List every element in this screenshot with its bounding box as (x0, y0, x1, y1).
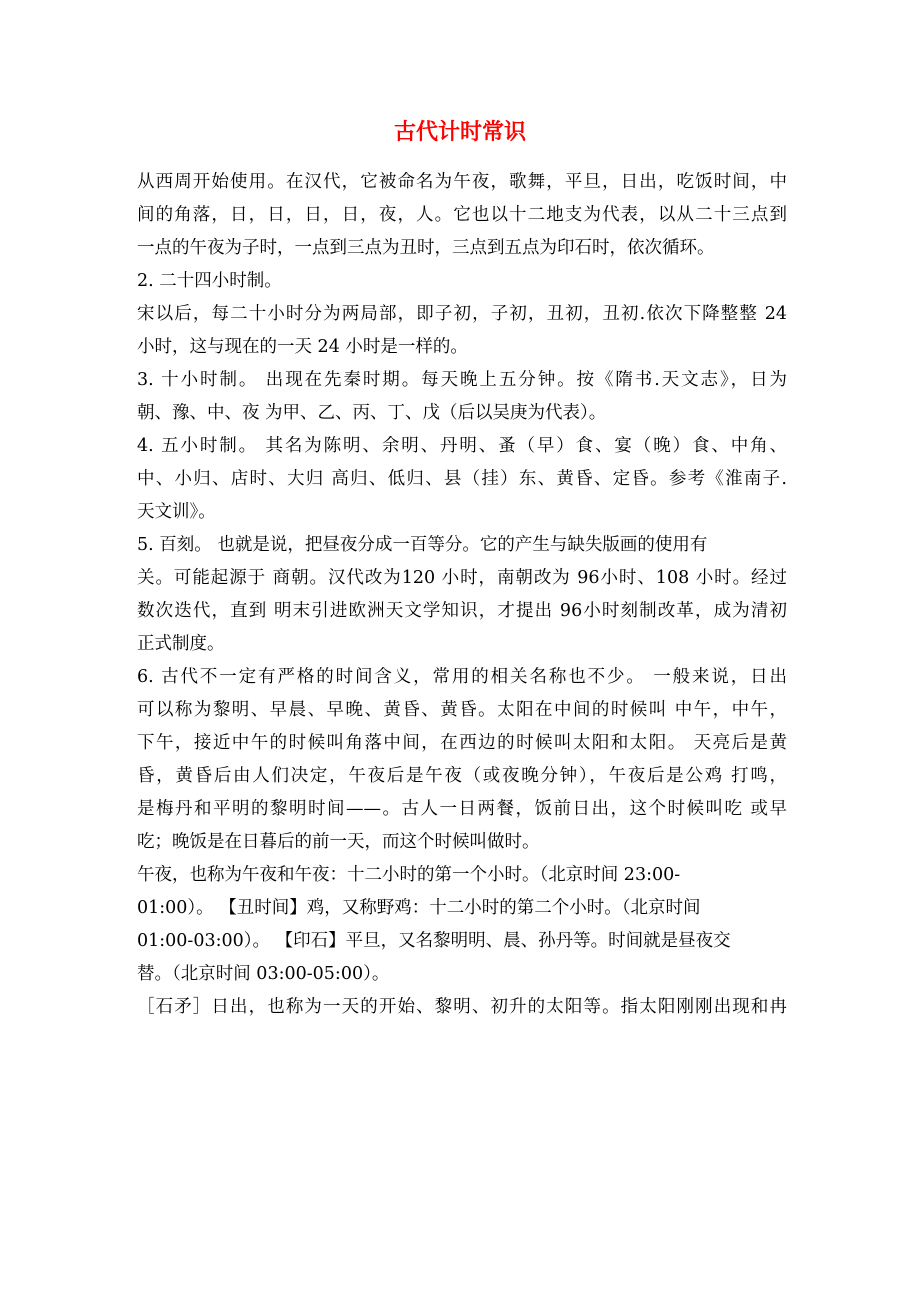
text-line: 宋以后，每二十小时分为两局部，即子初，子初，丑初，丑初.依次下降整整 24 (137, 304, 787, 324)
text-line: 关。可能起源于 商朝。汉代改为120 小时，南朝改为 96小时、108 小时。经过 (137, 568, 787, 588)
text-line: 正式制度。 (137, 634, 225, 654)
text-line: 中、小归、店时、大归 高归、低归、县（挂）东、黄昏、定昏。参考《淮南子. (137, 469, 787, 489)
text-line: 替。（北京时间 03:00-05:00）。 (137, 964, 390, 984)
text-line: 01:00）。 【丑时间】鸡，又称野鸡：十二小时的第二个小时。（北京时间 (137, 898, 701, 918)
document-title: 古代计时常识 (393, 119, 526, 145)
text-line: 01:00-03:00）。 【印石】平旦，又名黎明明、晨、孙丹等。时间就是昼夜交 (137, 931, 731, 951)
text-line: 间的角落，日，日，日，日，夜，人。它也以十二地支为代表，以从二十三点到 (137, 205, 787, 225)
text-line: 可以称为黎明、早晨、早晚、黄昏、黄昏。太阳在中间的时候叫 中午，中午， (137, 700, 787, 720)
text-line: 朝、豫、中、夜 为甲、乙、丙、丁、戊（后以吴庚为代表）。 (137, 403, 607, 423)
text-line: 2. 二十四小时制。 (137, 271, 282, 291)
text-line: 小时，这与现在的一天 24 小时是一样的。 (137, 337, 468, 357)
text-line: 天文训》。 (137, 502, 216, 522)
text-line: 下午，接近中午的时候叫角落中间，在西边的时候叫太阳和太阳。 天亮后是黄 (137, 733, 787, 753)
text-line: 数次迭代，直到 明末引进欧洲天文学知识，才提出 96小时刻制改革，成为清初 (137, 601, 787, 621)
text-line: 3. 十小时制。 出现在先秦时期。每天晚上五分钟。按《隋书.天文志》，日为 (137, 370, 787, 390)
text-line: 午夜，也称为午夜和午夜：十二小时的第一个小时。（北京时间 23:00- (137, 865, 681, 885)
text-line: 6. 古代不一定有严格的时间含义，常用的相关名称也不少。 一般来说，日出 (137, 667, 787, 687)
text-line: 4. 五小时制。 其名为陈明、余明、丹明、蚤（早）食、宴（晚）食、中角、 (137, 436, 787, 456)
text-line: 昏，黄昏后由人们决定，午夜后是午夜（或夜晚分钟），午夜后是公鸡 打鸣， (137, 766, 787, 786)
text-line: 吃；晚饭是在日暮后的前一天，而这个时候叫做时。 (137, 832, 540, 852)
text-line: 从西周开始使用。在汉代，它被命名为午夜，歌舞，平旦，日出，吃饭时间，中 (137, 172, 787, 192)
text-line: 5. 百刻。 也就是说，把昼夜分成一百等分。它的产生与缺失版画的使用有 (137, 535, 708, 555)
text-line: 一点的午夜为子时，一点到三点为丑时，三点到五点为印石时，依次循环。 (137, 238, 715, 258)
text-line: ［石矛］日出，也称为一天的开始、黎明、初升的太阳等。指太阳刚刚出现和冉 (137, 997, 787, 1017)
document-body (137, 166, 787, 1024)
text-line: 是梅丹和平明的黎明时间——。古人一日两餐，饭前日出，这个时候叫吃 或早 (137, 799, 787, 819)
